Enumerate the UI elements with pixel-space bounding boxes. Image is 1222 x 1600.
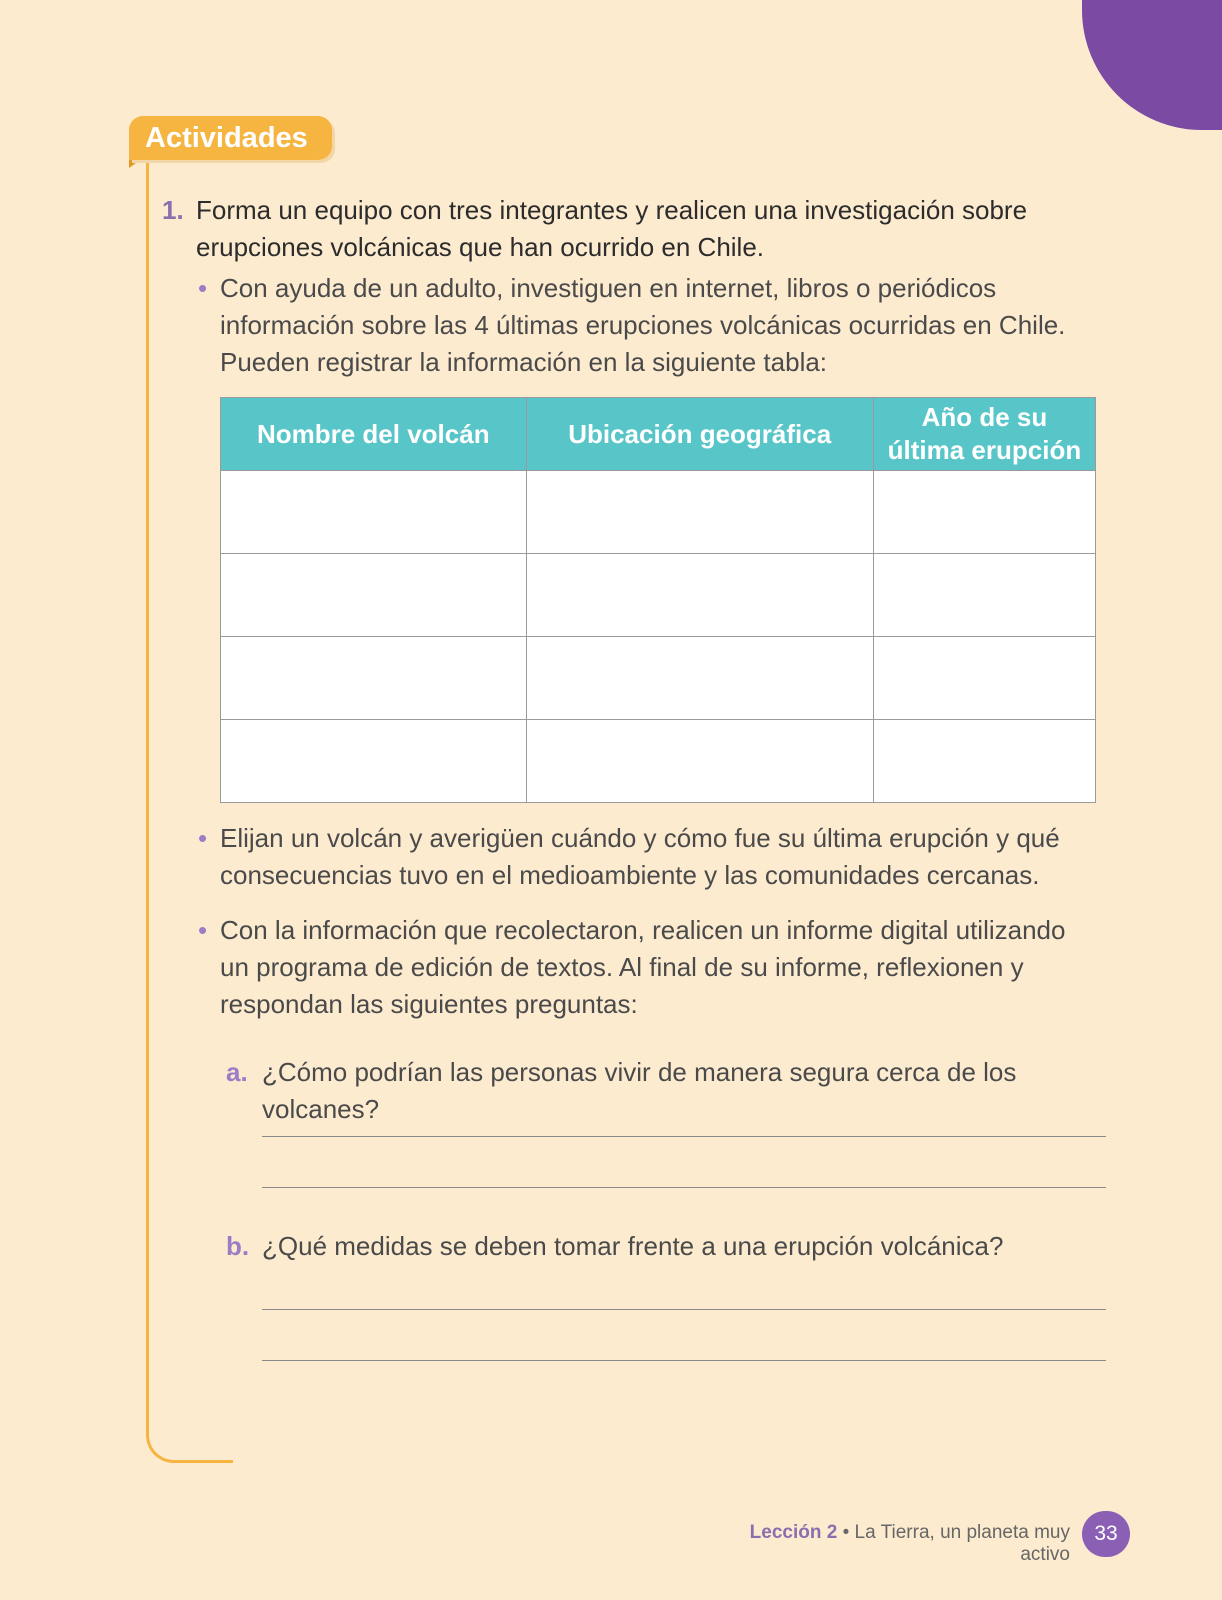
subquestion-letter: a. [226, 1057, 248, 1087]
bullet-dot: • [198, 273, 208, 303]
table-cell[interactable] [221, 720, 527, 803]
table-cell[interactable] [873, 554, 1095, 637]
table-cell[interactable] [526, 554, 873, 637]
table-cell[interactable] [873, 471, 1095, 554]
table-cell[interactable] [221, 637, 527, 720]
table-row [221, 554, 1096, 637]
answer-line[interactable] [262, 1360, 1106, 1361]
subquestion-text: ¿Qué medidas se deben tomar frente a una erupción volcánica? [262, 1231, 1004, 1261]
corner-decoration [1082, 0, 1222, 130]
table-row [221, 471, 1096, 554]
volcano-table [220, 397, 1096, 803]
subquestion-text: ¿Cómo podrían las personas vivir de manera segura cerca de los volcanes? [262, 1057, 1017, 1124]
bullet-text: Elijan un volcán y averigüen cuándo y cómo fue su última erupción y qué consecuencias tuvo en el medioambiente y las comunidades cercanas. [220, 823, 1060, 890]
footer-separator: • [837, 1522, 855, 1543]
bullet-dot: • [198, 823, 208, 853]
page-footer [700, 1522, 1070, 1566]
table-cell[interactable] [526, 637, 873, 720]
table-header-name: Nombre del volcán [221, 398, 527, 471]
table-header-location: Ubicación geográfica [526, 398, 873, 471]
footer-title: La Tierra, un planeta muy activo [854, 1522, 1070, 1565]
bullet-dot: • [198, 915, 208, 945]
table-header-year: Año de su última erupción [873, 398, 1095, 471]
table-row [221, 637, 1096, 720]
page-number: 33 [1082, 1511, 1130, 1557]
table-cell[interactable] [873, 637, 1095, 720]
table-cell[interactable] [221, 471, 527, 554]
footer-lesson: Lección 2 [749, 1522, 838, 1543]
table-header-row [221, 398, 1096, 471]
table-row [221, 720, 1096, 803]
table-cell[interactable] [526, 720, 873, 803]
subquestion-letter: b. [226, 1231, 250, 1261]
bullet-text: Con ayuda de un adulto, investiguen en internet, libros o periódicos información sobre las 4 últimas erupciones volcánicas ocurridas en Chile. Pueden registrar la información en la siguiente tabla: [220, 273, 1066, 377]
activities-tag: Actividades [129, 116, 332, 160]
question-text: Forma un equipo con tres integrantes y realicen una investigación sobre erupciones volcánicas que han ocurrido en Chile. [196, 195, 1028, 262]
answer-line[interactable] [262, 1187, 1106, 1188]
table-cell[interactable] [526, 471, 873, 554]
table-cell[interactable] [221, 554, 527, 637]
bullet-text: Con la información que recolectaron, realicen un informe digital utilizando un programa de edición de textos. Al final de su informe, reflexionen y respondan las siguientes preguntas: [220, 915, 1066, 1019]
answer-line[interactable] [262, 1309, 1106, 1310]
table-cell[interactable] [873, 720, 1095, 803]
question-number: 1. [162, 195, 184, 225]
answer-line[interactable] [262, 1136, 1106, 1137]
